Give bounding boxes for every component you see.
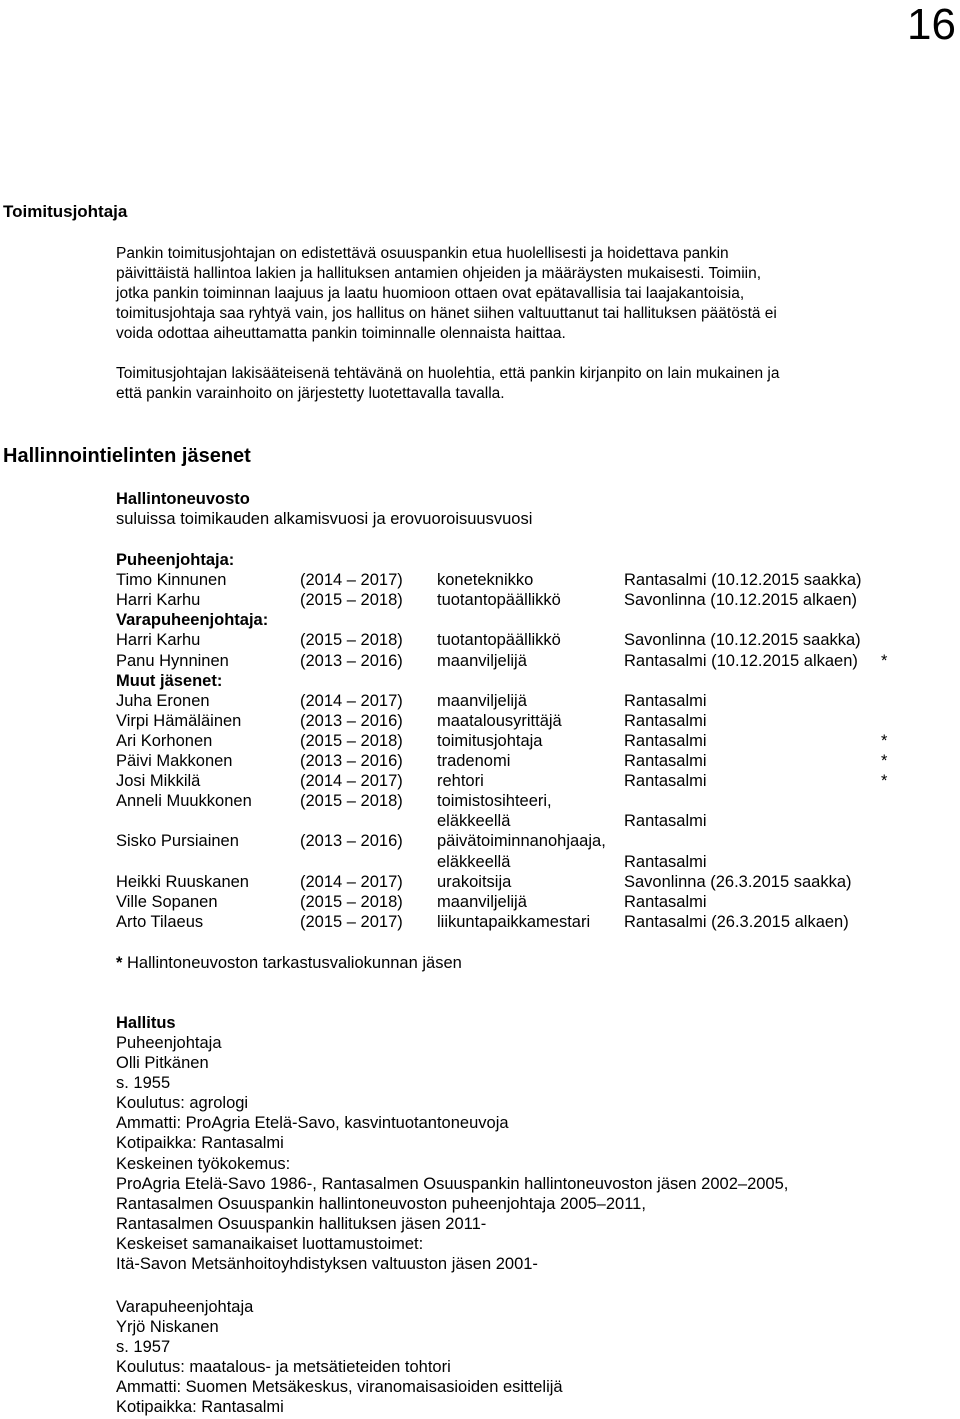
member-profession: toimistosihteeri, <box>437 792 552 811</box>
text-line: ProAgria Etelä-Savo 1986-, Rantasalmen Osuuspankin hallintoneuvoston jäsen 2002–2005, <box>116 1174 789 1193</box>
text-line: Varapuheenjohtaja <box>116 1298 254 1316</box>
text-line: Kotipaikka: Rantasalmi <box>116 1398 284 1417</box>
text-line: toimitusjohtaja saa ryhtyä vain, jos hallitus on hänet siihen valtuuttanut tai hallituksen päätöstä ei <box>116 305 777 322</box>
member-term: (2015 – 2017) <box>300 912 403 931</box>
member-profession: toimitusjohtaja <box>437 731 543 750</box>
member-name: Päivi Makkonen <box>116 752 233 770</box>
footnote-text: Hallintoneuvoston tarkastusvaliokunnan jäsen <box>127 954 462 972</box>
audit-committee-marker: * <box>881 772 888 791</box>
member-term: (2015 – 2018) <box>300 731 403 750</box>
member-term: (2013 – 2016) <box>300 752 403 770</box>
text-line: Rantasalmen Osuuspankin hallintoneuvoston puheenjohtaja 2005–2011, <box>116 1194 646 1213</box>
member-term: (2013 – 2016) <box>300 832 403 851</box>
member-profession: maanviljelijä <box>437 651 527 670</box>
text-line: voida odottaa aiheuttamatta pankin toiminnalle olennaista haittaa. <box>116 325 566 342</box>
board-vice-chair-block <box>116 1297 563 1418</box>
member-home: Rantasalmi (10.12.2015 alkaen) <box>624 651 858 670</box>
text-line: Keskeiset samanaikaiset luottamustoimet: <box>116 1234 424 1253</box>
text-line: Koulutus: maatalous- ja metsätieteiden tohtori <box>116 1358 451 1377</box>
text-line: jotka pankin toiminnan laajuus ja laatu huomioon ottaen ovat epätavallisia tai laajakantoisia, <box>116 285 745 302</box>
member-term: (2014 – 2017) <box>300 772 403 791</box>
member-term: (2013 – 2016) <box>300 711 403 730</box>
member-home: Rantasalmi <box>624 892 707 911</box>
member-name: Timo Kinnunen <box>116 571 227 590</box>
ceo-paragraph-2 <box>116 364 780 404</box>
member-home: Rantasalmi <box>624 731 707 750</box>
member-term: (2015 – 2018) <box>300 892 403 911</box>
member-home: Rantasalmi <box>624 691 707 710</box>
member-profession: tuotantopäällikkö <box>437 591 561 610</box>
members-heading: Hallinnointielinten jäsenet <box>3 445 251 467</box>
member-profession: maanviljelijä <box>437 691 527 710</box>
member-profession: tradenomi <box>437 752 511 770</box>
text-line: Olli Pitkänen <box>116 1054 209 1073</box>
text-line: Pankin toimitusjohtajan on edistettävä osuuspankin etua huolellisesti ja hoidettava pankin <box>116 245 729 262</box>
member-profession: tuotantopäällikkö <box>437 631 561 650</box>
audit-committee-marker: * <box>881 752 888 770</box>
member-name: Josi Mikkilä <box>116 772 201 791</box>
text-line: Keskeinen työkokemus: <box>116 1154 291 1173</box>
member-term: (2015 – 2018) <box>300 631 403 650</box>
board-title: Hallitus <box>116 1014 176 1032</box>
text-line: Yrjö Niskanen <box>116 1318 219 1337</box>
text-line: Ammatti: ProAgria Etelä-Savo, kasvintuotantoneuvoja <box>116 1114 509 1133</box>
text-line: Rantasalmen Osuuspankin hallituksen jäsen 2011- <box>116 1214 487 1233</box>
member-home: Rantasalmi <box>624 711 707 730</box>
text-line: s. 1957 <box>116 1338 171 1357</box>
member-home: Rantasalmi <box>624 772 707 791</box>
board-chair-block <box>116 1033 788 1274</box>
text-line: Itä-Savon Metsänhoitoyhdistyksen valtuuston jäsen 2001- <box>116 1255 538 1274</box>
member-name: Virpi Hämäläinen <box>116 711 242 730</box>
audit-committee-marker: * <box>881 651 888 670</box>
member-profession: maatalousyrittäjä <box>437 711 562 730</box>
member-term: (2014 – 2017) <box>300 571 403 590</box>
text-line: että pankin varainhoito on järjestetty luotettavalla tavalla. <box>116 385 505 402</box>
member-profession-line2: eläkkeellä <box>437 852 511 871</box>
member-name: Harri Karhu <box>116 631 201 650</box>
member-name: Arto Tilaeus <box>116 912 204 931</box>
member-term: (2015 – 2018) <box>300 792 403 811</box>
text-line: päivittäistä hallintoa lakien ja hallituksen antamien ohjeiden ja määräysten mukaisesti. Toimiin, <box>116 265 762 282</box>
member-profession: päivätoiminnanohjaaja, <box>437 832 606 851</box>
member-name: Panu Hynninen <box>116 651 229 670</box>
page-number: 16 <box>907 0 956 49</box>
ceo-paragraph-1 <box>116 244 777 344</box>
footnote <box>116 953 462 973</box>
member-profession: maanviljelijä <box>437 892 527 911</box>
text-line: Koulutus: agrologi <box>116 1094 249 1113</box>
member-name: Anneli Muukkonen <box>116 792 252 811</box>
member-name: Harri Karhu <box>116 591 201 610</box>
member-term: (2014 – 2017) <box>300 691 403 710</box>
member-profession: rehtori <box>437 772 484 791</box>
audit-committee-marker: * <box>881 731 888 750</box>
text-line: s. 1955 <box>116 1074 171 1093</box>
member-term: (2013 – 2016) <box>300 651 403 670</box>
member-home: Rantasalmi (10.12.2015 saakka) <box>624 571 862 590</box>
member-home: Rantasalmi <box>624 852 707 871</box>
member-term: (2015 – 2018) <box>300 591 403 610</box>
member-profession-line2: eläkkeellä <box>437 812 511 831</box>
member-home: Rantasalmi <box>624 812 707 831</box>
council-subtitle: suluissa toimikauden alkamisvuosi ja erovuoroisuusvuosi <box>116 510 533 528</box>
member-home: Rantasalmi <box>624 752 707 770</box>
member-name: Heikki Ruuskanen <box>116 872 249 891</box>
text-line: Ammatti: Suomen Metsäkeskus, viranomaisasioiden esittelijä <box>116 1378 563 1397</box>
member-name: Juha Eronen <box>116 691 210 710</box>
ceo-heading: Toimitusjohtaja <box>3 202 128 221</box>
member-home: Savonlinna (10.12.2015 alkaen) <box>624 591 858 610</box>
member-name: Sisko Pursiainen <box>116 832 239 851</box>
member-term: (2014 – 2017) <box>300 872 403 891</box>
member-name: Ari Korhonen <box>116 731 213 750</box>
chair-label: Puheenjohtaja: <box>116 551 235 569</box>
vice-chair-label: Varapuheenjohtaja: <box>116 611 269 630</box>
text-line: Toimitusjohtajan lakisääteisenä tehtävänä on huolehtia, että pankin kirjanpito on lain mukainen ja <box>116 365 780 382</box>
other-members-label: Muut jäsenet: <box>116 671 223 690</box>
council-title: Hallintoneuvosto <box>116 490 250 508</box>
member-profession: urakoitsija <box>437 872 512 891</box>
member-home: Savonlinna (10.12.2015 saakka) <box>624 631 861 650</box>
member-home: Rantasalmi (26.3.2015 alkaen) <box>624 912 849 931</box>
text-line: Kotipaikka: Rantasalmi <box>116 1134 284 1153</box>
member-home: Savonlinna (26.3.2015 saakka) <box>624 872 852 891</box>
footnote-star: * <box>116 954 123 972</box>
member-profession: liikuntapaikkamestari <box>437 912 591 931</box>
member-profession: koneteknikko <box>437 571 534 590</box>
member-name: Ville Sopanen <box>116 892 218 911</box>
text-line: Puheenjohtaja <box>116 1034 222 1052</box>
